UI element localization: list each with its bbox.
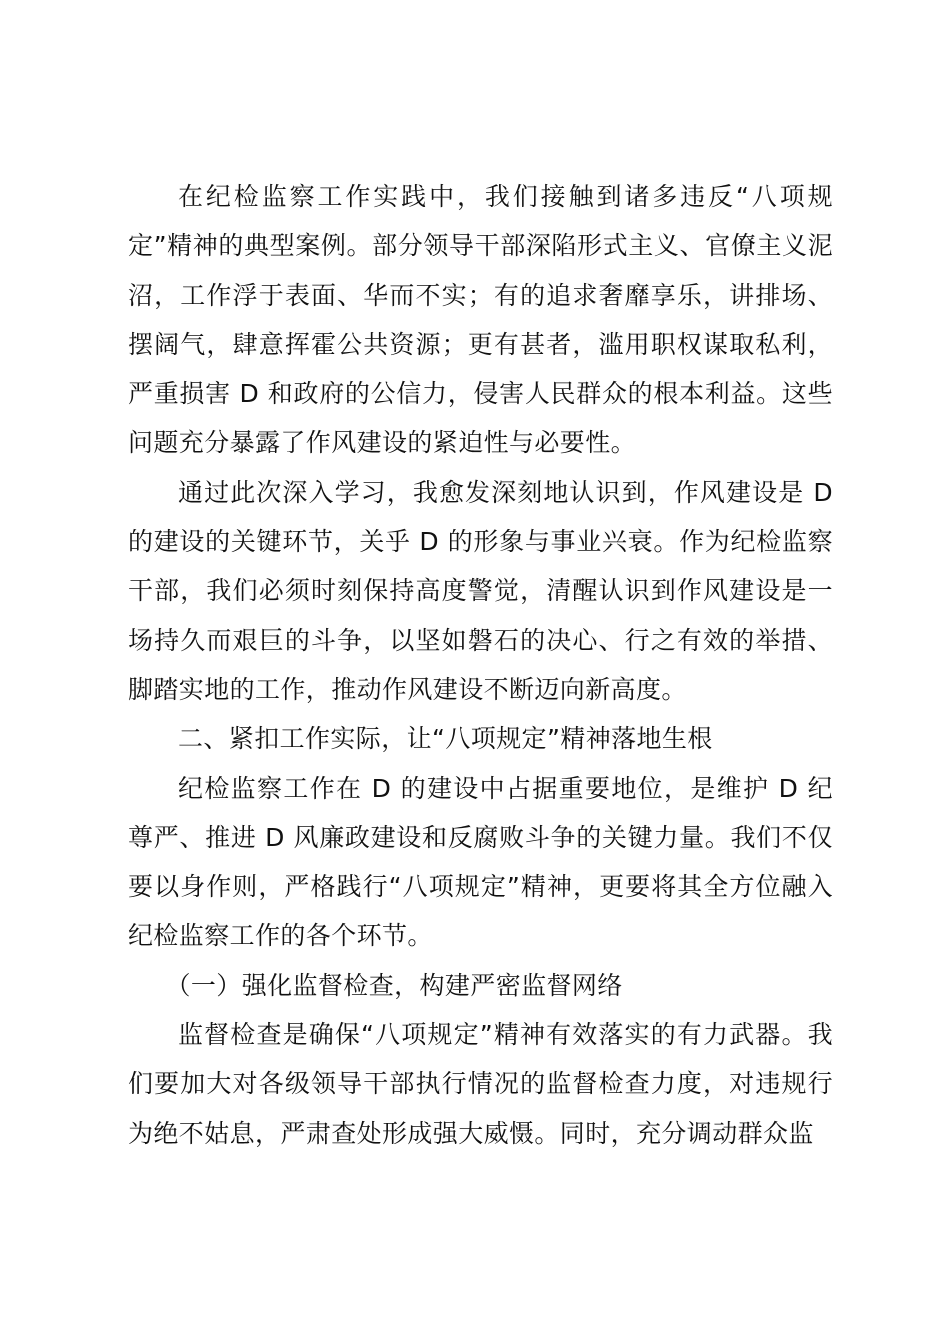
paragraph-discipline-role: 纪检监察工作在 D 的建设中占据重要地位，是维护 D 纪尊严、推进 D 风廉政建设和反腐败斗争的关键力量。我们不仅要以身作则，严格践行“八项规定”精神，更要将其全方位融入纪检监察工作的各个环节。	[128, 773, 833, 951]
paragraph-typical-cases: 在纪检监察工作实践中，我们接触到诸多违反“八项规定”精神的典型案例。部分领导干部深陷形式主义、官僚主义泥沼，工作浮于表面、华而不实；有的追求奢靡享乐，讲排场、摆阔气，肆意挥霍公共资源；更有甚者，滥用职权谋取私利，严重损害 D 和政府的公信力，侵害人民群众的根本利益。这些问题充分暴露了作风建设的紧迫性与必要性。	[128, 182, 833, 458]
paragraph-supervision: 监督检查是确保“八项规定”精神有效落实的有力武器。我们要加大对各级领导干部执行情况的监督检查力度，对违规行为绝不姑息，严肃查处形成强大威慑。同时，充分调动群众监	[128, 1020, 833, 1148]
document-body	[128, 172, 833, 1158]
section-heading-two: 二、紧扣工作实际，让“八项规定”精神落地生根	[178, 724, 713, 754]
paragraph-style-construction: 通过此次深入学习，我愈发深刻地认识到，作风建设是 D 的建设的关键环节，关乎 D 的形象与事业兴衰。作为纪检监察干部，我们必须时刻保持高度警觉，清醒认识到作风建设是一场持久而艰巨的斗争，以坚如磐石的决心、行之有效的举措、脚踏实地的工作，推动作风建设不断迈向新高度。	[128, 477, 833, 704]
subsection-heading-one: （一）强化监督检查，构建严密监督网络	[165, 970, 623, 1000]
